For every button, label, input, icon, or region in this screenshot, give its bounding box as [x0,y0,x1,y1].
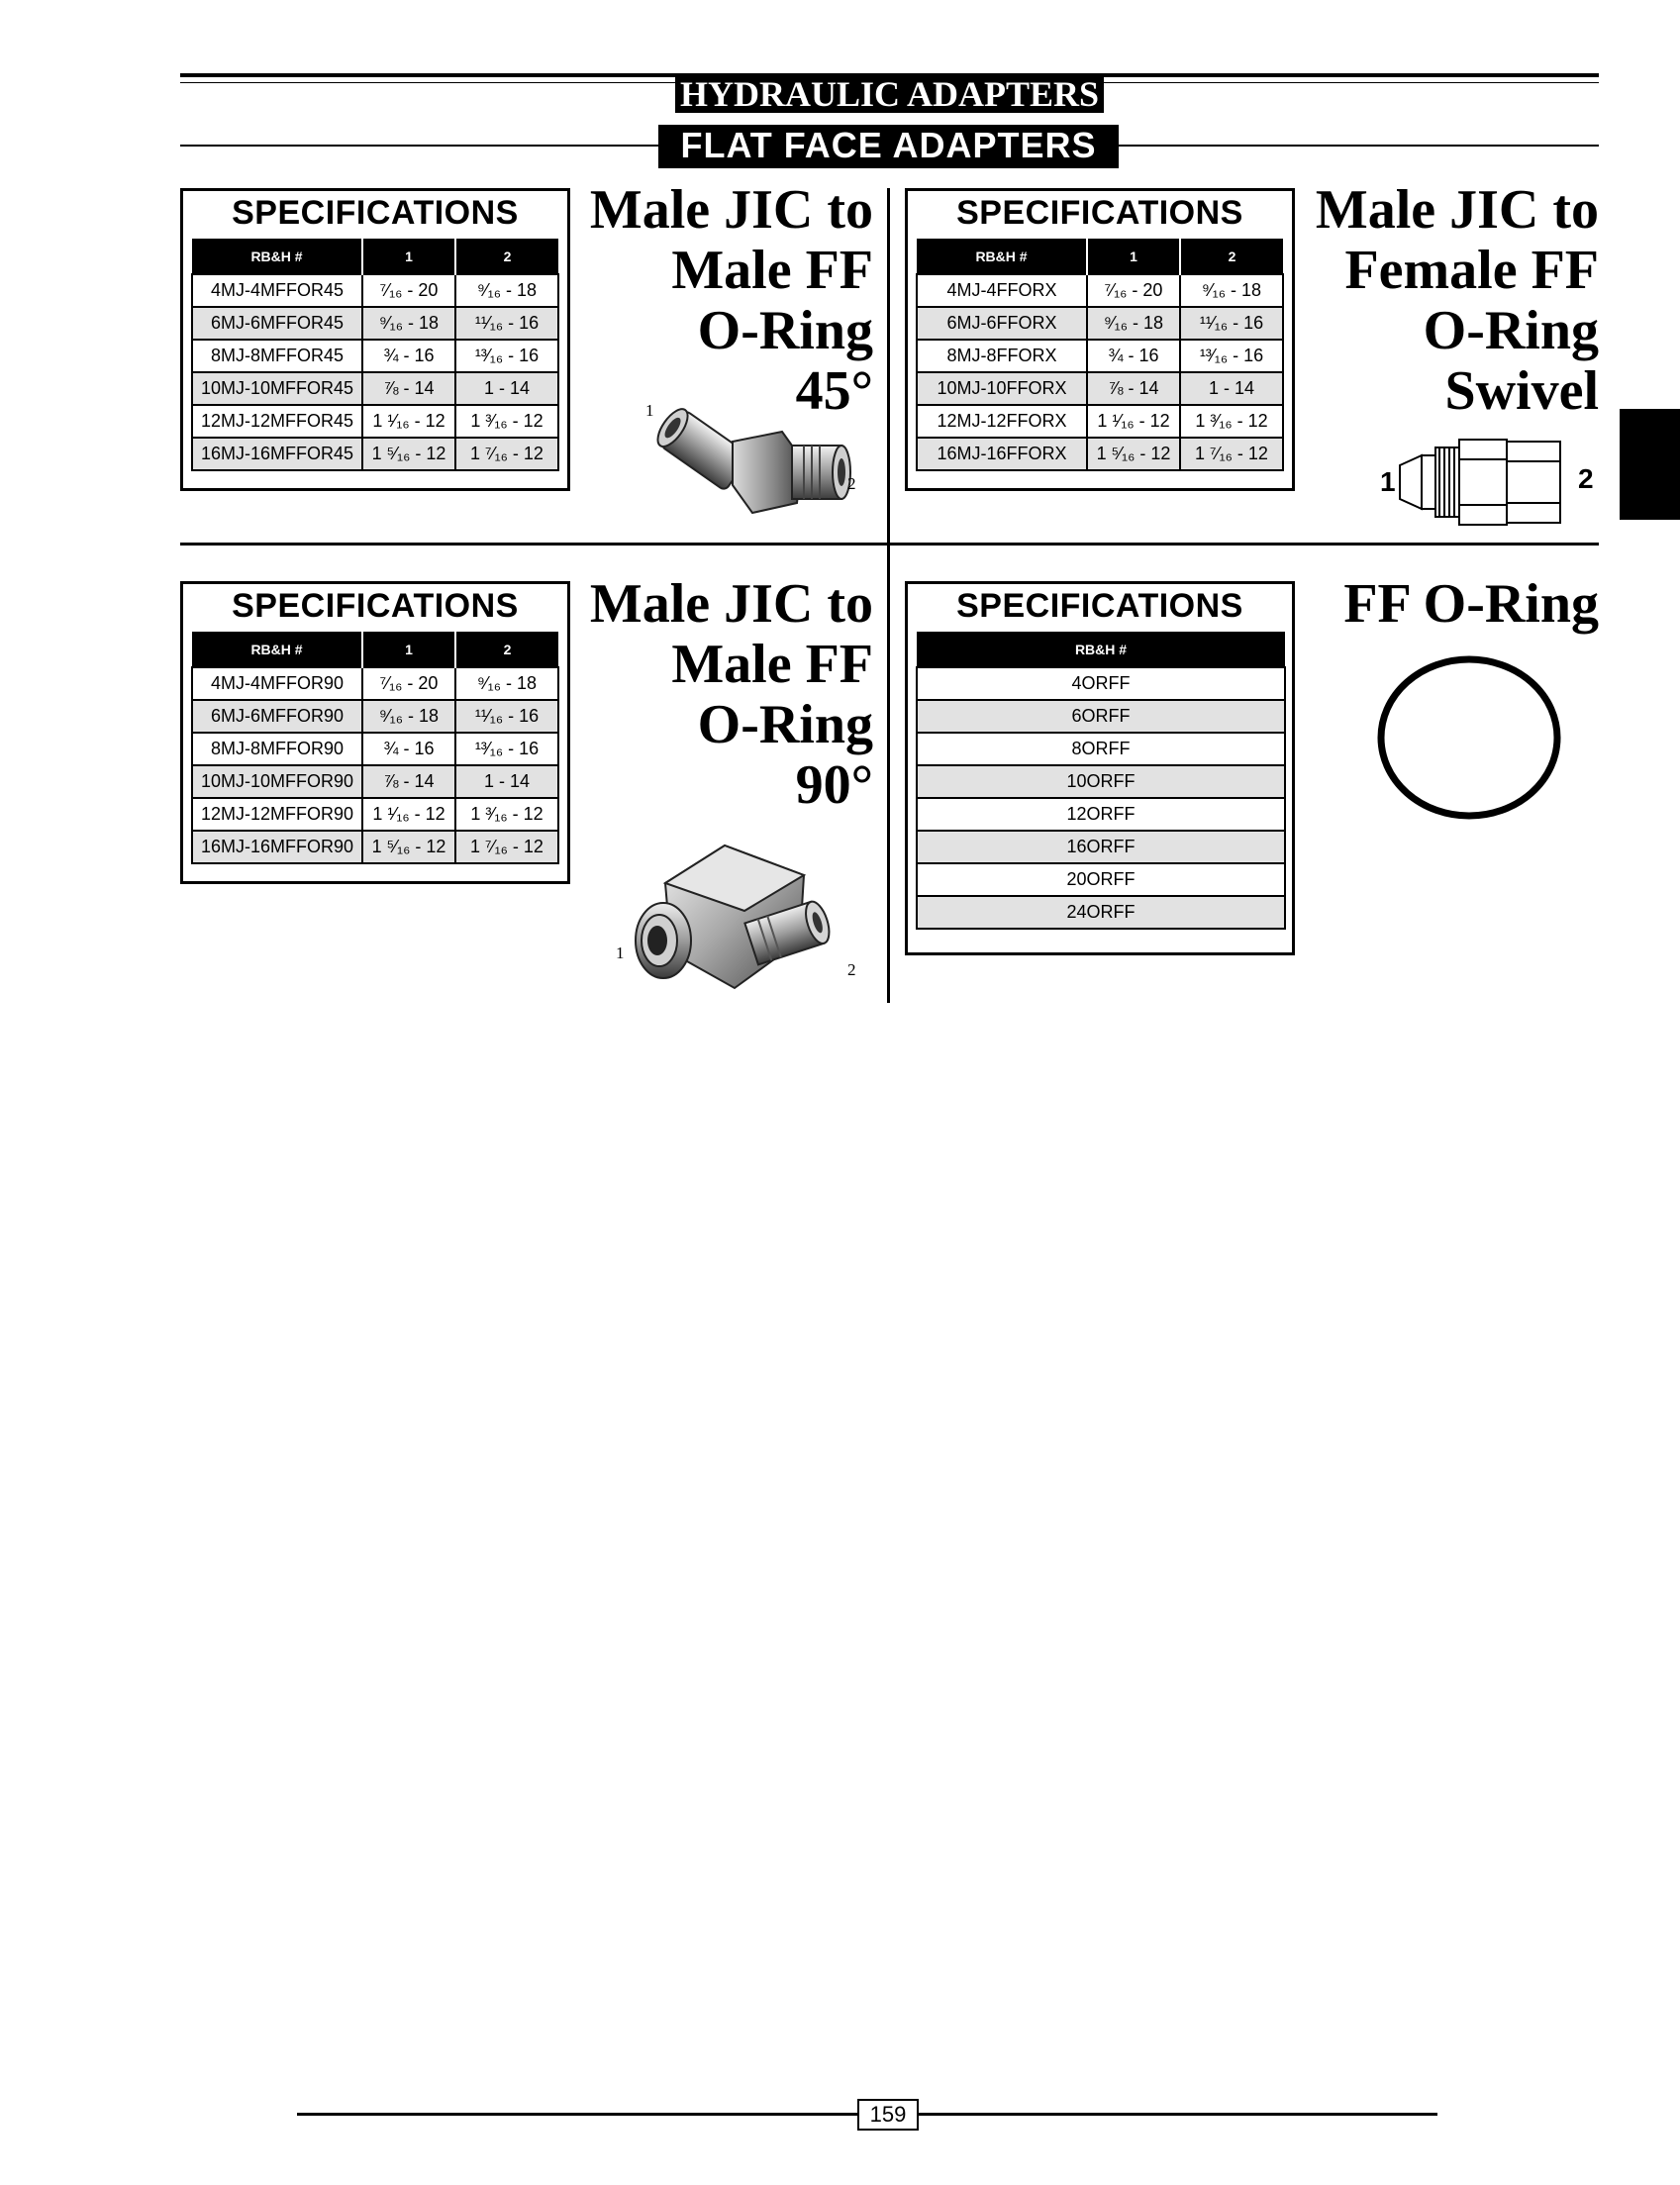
table-row [192,274,558,307]
title-line: 45° [795,360,873,422]
table-row [192,307,558,340]
table-row [917,863,1285,896]
title-line: Male JIC to [589,179,873,241]
spec-box-90 [180,581,570,884]
title-line: Male FF [671,634,873,695]
table-row [917,274,1283,307]
thread-1: ¾ - 16 [362,733,455,765]
table-header-row [192,632,558,667]
title-line: Male JIC to [589,573,873,635]
table-row [917,372,1283,405]
thread-1: ⁹⁄₁₆ - 18 [362,307,455,340]
part-number: 12MJ-12MFFOR90 [192,798,362,831]
table-row [192,733,558,765]
column-header: RB&H # [192,632,362,667]
spec-box-oring [905,581,1295,955]
table-header-row [917,239,1283,274]
table-row [917,438,1283,470]
part-number: 6ORFF [917,700,1285,733]
thread-2: ⁹⁄₁₆ - 18 [1180,274,1283,307]
table-row [192,700,558,733]
spec-title: SPECIFICATIONS [232,587,519,625]
title-line: Male JIC to [1315,179,1599,241]
thread-1: ¾ - 16 [1087,340,1180,372]
swivel-fitting-drawing [1396,436,1574,529]
part-number: 4MJ-4MFFOR90 [192,667,362,700]
column-header: 1 [362,239,455,274]
table-row [917,831,1285,863]
spec-table-swivel [916,239,1284,471]
title-line: Female FF [1344,240,1599,301]
product-title-45 [590,180,873,422]
table-row [917,733,1285,765]
part-number: 10MJ-10MFFOR45 [192,372,362,405]
port-label-1: 1 [616,944,625,962]
thread-1: 1 ¹⁄₁₆ - 12 [362,405,455,438]
thread-2: 1 ³⁄₁₆ - 12 [455,405,558,438]
thread-2: ¹³⁄₁₆ - 16 [455,340,558,372]
part-number: 12MJ-12MFFOR45 [192,405,362,438]
spec-box-45 [180,188,570,491]
part-number: 16MJ-16MFFOR90 [192,831,362,863]
thread-2: ¹¹⁄₁₆ - 16 [455,307,558,340]
thread-2: ¹³⁄₁₆ - 16 [1180,340,1283,372]
title-line: 90° [795,754,873,816]
table-row [917,765,1285,798]
column-header: 2 [455,239,558,274]
thread-2: 1 ⁷⁄₁₆ - 12 [455,831,558,863]
thread-2: 1 ³⁄₁₆ - 12 [1180,405,1283,438]
o-ring-image [1370,653,1568,822]
column-header: RB&H # [917,239,1087,274]
title-line: O-Ring [1423,300,1599,361]
thread-1: ⁹⁄₁₆ - 18 [1087,307,1180,340]
vertical-divider [887,188,890,1003]
thread-2: 1 - 14 [455,372,558,405]
chapter-tab [1620,409,1680,520]
table-row [917,405,1283,438]
thread-1: 1 ⁵⁄₁₆ - 12 [362,831,455,863]
table-header-row [917,632,1285,667]
section-title: HYDRAULIC ADAPTERS [675,73,1104,113]
part-number: 6MJ-6FFORX [917,307,1087,340]
thread-1: 1 ¹⁄₁₆ - 12 [362,798,455,831]
part-number: 4MJ-4FFORX [917,274,1087,307]
thread-2: ¹¹⁄₁₆ - 16 [1180,307,1283,340]
part-number: 8MJ-8MFFOR90 [192,733,362,765]
spec-title: SPECIFICATIONS [956,194,1243,232]
part-number: 10MJ-10FFORX [917,372,1087,405]
part-number: 6MJ-6MFFOR45 [192,307,362,340]
table-header-row [192,239,558,274]
thread-1: ⁹⁄₁₆ - 18 [362,700,455,733]
spec-table-45 [191,239,559,471]
thread-1: 1 ¹⁄₁₆ - 12 [1087,405,1180,438]
section-subtitle: FLAT FACE ADAPTERS [658,125,1119,168]
part-number: 6MJ-6MFFOR90 [192,700,362,733]
table-row [917,307,1283,340]
table-row [192,798,558,831]
elbow-90-fitting-image [626,842,843,1010]
part-number: 4ORFF [917,667,1285,700]
table-row [192,438,558,470]
spec-box-swivel [905,188,1295,491]
thread-1: 1 ⁵⁄₁₆ - 12 [362,438,455,470]
part-number: 24ORFF [917,896,1285,929]
thread-2: ¹¹⁄₁₆ - 16 [455,700,558,733]
thread-2: ⁹⁄₁₆ - 18 [455,667,558,700]
port-label-1: 1 [645,401,654,420]
port-label-2: 2 [847,474,856,493]
part-number: 16MJ-16FFORX [917,438,1087,470]
table-row [192,340,558,372]
thread-2: ¹³⁄₁₆ - 16 [455,733,558,765]
spec-title: SPECIFICATIONS [232,194,519,232]
thread-1: ¾ - 16 [362,340,455,372]
title-line: FF O-Ring [1343,573,1599,635]
thread-1: ⅞ - 14 [362,765,455,798]
title-line: O-Ring [697,694,873,755]
thread-1: 1 ⁵⁄₁₆ - 12 [1087,438,1180,470]
title-line: Male FF [671,240,873,301]
table-row [192,405,558,438]
thread-1: ⁷⁄₁₆ - 20 [362,667,455,700]
column-header: 1 [362,632,455,667]
table-row [192,372,558,405]
port-label-2: 2 [847,960,856,979]
table-row [192,831,558,863]
part-number: 20ORFF [917,863,1285,896]
title-line: Swivel [1444,360,1599,422]
part-number: 16ORFF [917,831,1285,863]
table-row [917,896,1285,929]
port-label-1: 1 [1380,466,1396,497]
thread-1: ⁷⁄₁₆ - 20 [1087,274,1180,307]
column-header: RB&H # [917,632,1285,667]
part-number: 8MJ-8FFORX [917,340,1087,372]
product-title-90 [590,574,873,816]
thread-1: ⁷⁄₁₆ - 20 [362,274,455,307]
part-number: 12MJ-12FFORX [917,405,1087,438]
table-row [192,765,558,798]
thread-2: 1 ³⁄₁₆ - 12 [455,798,558,831]
spec-table-90 [191,632,559,864]
part-number: 10MJ-10MFFOR90 [192,765,362,798]
spec-title: SPECIFICATIONS [956,587,1243,625]
spec-table-oring [916,632,1286,930]
table-row [917,667,1285,700]
product-title-oring [1343,574,1599,635]
thread-2: 1 - 14 [1180,372,1283,405]
table-row [192,667,558,700]
thread-1: ⅞ - 14 [1087,372,1180,405]
port-label-2: 2 [1578,463,1594,494]
column-header: 2 [1180,239,1283,274]
product-title-swivel [1316,180,1599,422]
column-header: 2 [455,632,558,667]
title-line: O-Ring [697,300,873,361]
table-row [917,798,1285,831]
column-header: 1 [1087,239,1180,274]
part-number: 16MJ-16MFFOR45 [192,438,362,470]
table-row [917,340,1283,372]
thread-1: ⅞ - 14 [362,372,455,405]
thread-2: 1 - 14 [455,765,558,798]
part-number: 12ORFF [917,798,1285,831]
part-number: 10ORFF [917,765,1285,798]
thread-2: ⁹⁄₁₆ - 18 [455,274,558,307]
column-header: RB&H # [192,239,362,274]
part-number: 8MJ-8MFFOR45 [192,340,362,372]
thread-2: 1 ⁷⁄₁₆ - 12 [1180,438,1283,470]
table-row [917,700,1285,733]
part-number: 8ORFF [917,733,1285,765]
part-number: 4MJ-4MFFOR45 [192,274,362,307]
page-number: 159 [857,2099,919,2131]
elbow-45-fitting-image [653,404,861,531]
thread-2: 1 ⁷⁄₁₆ - 12 [455,438,558,470]
